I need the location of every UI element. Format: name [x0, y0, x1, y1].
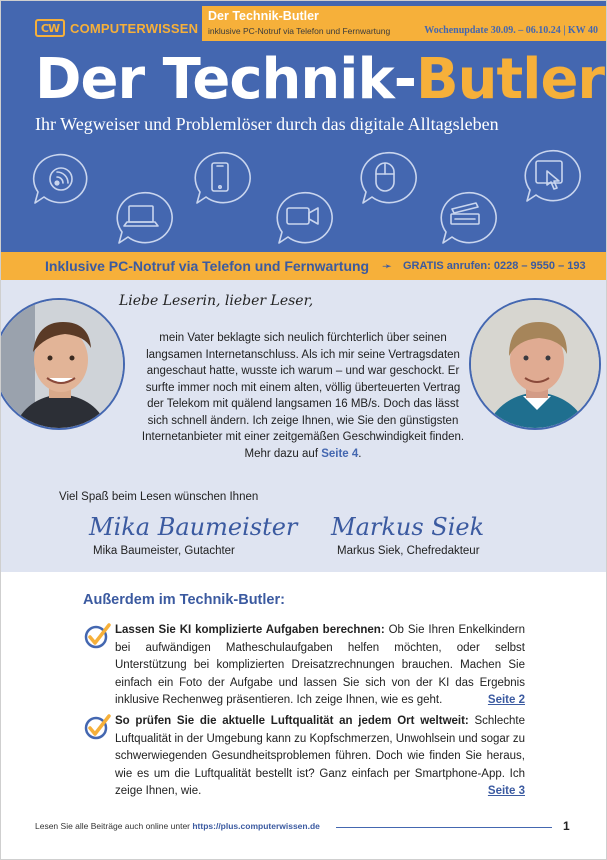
notruf-text: Inklusive PC-Notruf via Telefon und Fernwartung [45, 258, 370, 274]
article-body: Ob Sie Ihren Enkelkindern bei aufwändigen Matheschulaufgaben helfen möchten, oder selbst Unterstützung bei komplizierten Dreisatzrechnungen brauchen. Machen Sie einfach ein Foto der Aufgabe und lassen Sie sich von der KI das Ergebnis inklusive Rechenweg präsentieren. Ich zeige Ihnen, wie es geht. [115, 624, 525, 706]
page-link-seite-3[interactable]: Seite 3 [487, 785, 525, 797]
letter-body-text: mein Vater beklagte sich neulich fürchterlich über seinen langsamen Internetanschluss. Als ich mir seine Vertragsdaten angeschaut hatte, wusste ich warum – und war geschockt. Er surfte immer noch mit einem alten, völlig überteuerten Vertrag der Telekom mit quälend langsamen 16 MB/s. Doch das lässt sich schnell ändern. Ich zeige Ihnen, wie Sie den günstigsten Internetanbieter mit einer zeitgemäßen Geschwindigkeit finden. Mehr dazu auf [141, 332, 465, 460]
portrait-image [0, 300, 125, 430]
footer-url-link[interactable]: https://plus.computerwissen.de [192, 821, 320, 831]
scanner-icon [441, 193, 496, 243]
rss-icon [34, 155, 87, 203]
checkmark-icon [83, 713, 111, 741]
title-part-b: Butler [415, 47, 605, 112]
video-camera-icon [277, 193, 332, 243]
issue-week: Wochenupdate 30.09. – 06.10.24 | KW 40 [424, 25, 598, 36]
masthead [1, 1, 607, 252]
author-photo-markus [469, 298, 601, 430]
signer-mika: Mika Baumeister, Gutachter [93, 545, 235, 557]
article-lead: So prüfen Sie die aktuelle Luftqualität an jedem Ort weltweit: [115, 715, 469, 727]
letter-greeting: Liebe Leserin, lieber Leser, [119, 293, 314, 309]
page-subtitle: Ihr Wegweiser und Problemlöser durch das digitale Alltagsleben [35, 114, 499, 134]
mouse-icon [361, 153, 416, 203]
letter-body-end: . [358, 447, 362, 460]
page-link-seite-2[interactable]: Seite 2 [487, 694, 525, 706]
page-number: 1 [563, 819, 570, 833]
letter-body [139, 330, 467, 462]
page-title [35, 45, 604, 115]
page-link-seite-4[interactable]: Seite 4 [321, 447, 359, 460]
footer-label: Lesen Sie alle Beiträge auch online unter [35, 821, 193, 831]
arrow-right-icon: ➛ [382, 259, 393, 273]
issue-title [208, 9, 319, 23]
article-lead: Lassen Sie KI komplizierte Aufgaben berechnen: [115, 624, 385, 636]
notruf-bar [1, 252, 607, 280]
checkmark-icon [83, 622, 111, 650]
footer-divider [336, 827, 552, 828]
portrait-image [471, 300, 601, 430]
issue-subtitle: inklusive PC-Notruf via Telefon und Fernwartung [208, 26, 391, 36]
signature-markus: Markus Siek [331, 513, 485, 541]
issue-title-part-b: Butler [282, 9, 319, 23]
device-icon-bubbles [1, 141, 607, 251]
author-photo-mika [0, 298, 125, 430]
smartphone-icon [195, 153, 250, 203]
computerwissen-logo[interactable] [35, 17, 198, 39]
logo-badge: CW [35, 19, 65, 37]
footer-text [35, 821, 320, 831]
laptop-icon [117, 193, 172, 243]
issue-title-part-a: Der Technik- [208, 9, 283, 23]
signature-mika: Mika Baumeister [89, 513, 298, 541]
article-text [115, 713, 525, 801]
title-part-a: Der Technik- [35, 47, 416, 112]
top-bar [1, 1, 607, 41]
issue-info-box [202, 6, 607, 41]
hotline-text[interactable]: GRATIS anrufen: 0228 – 9550 – 193 [403, 260, 586, 272]
logo-text: COMPUTERWISSEN [70, 20, 199, 36]
also-in-heading: Außerdem im Technik-Butler: [83, 592, 285, 608]
signer-markus: Markus Siek, Chefredakteur [337, 545, 480, 557]
touch-tablet-icon [525, 151, 580, 201]
article-body: Schlechte Luftqualität in der Umgebung kann zu Kopfschmerzen, Unwohlsein und sogar zu schwerwiegenden Gesundheitsproblemen führen. Doch wie finden Sie heraus, wie es um die Luftqualität bestellt ist? Ganz einfach per Smartphone-App. Ich zeige Ihnen, wie. [115, 715, 525, 797]
letter-closing: Viel Spaß beim Lesen wünschen Ihnen [59, 491, 259, 503]
article-text [115, 622, 525, 710]
